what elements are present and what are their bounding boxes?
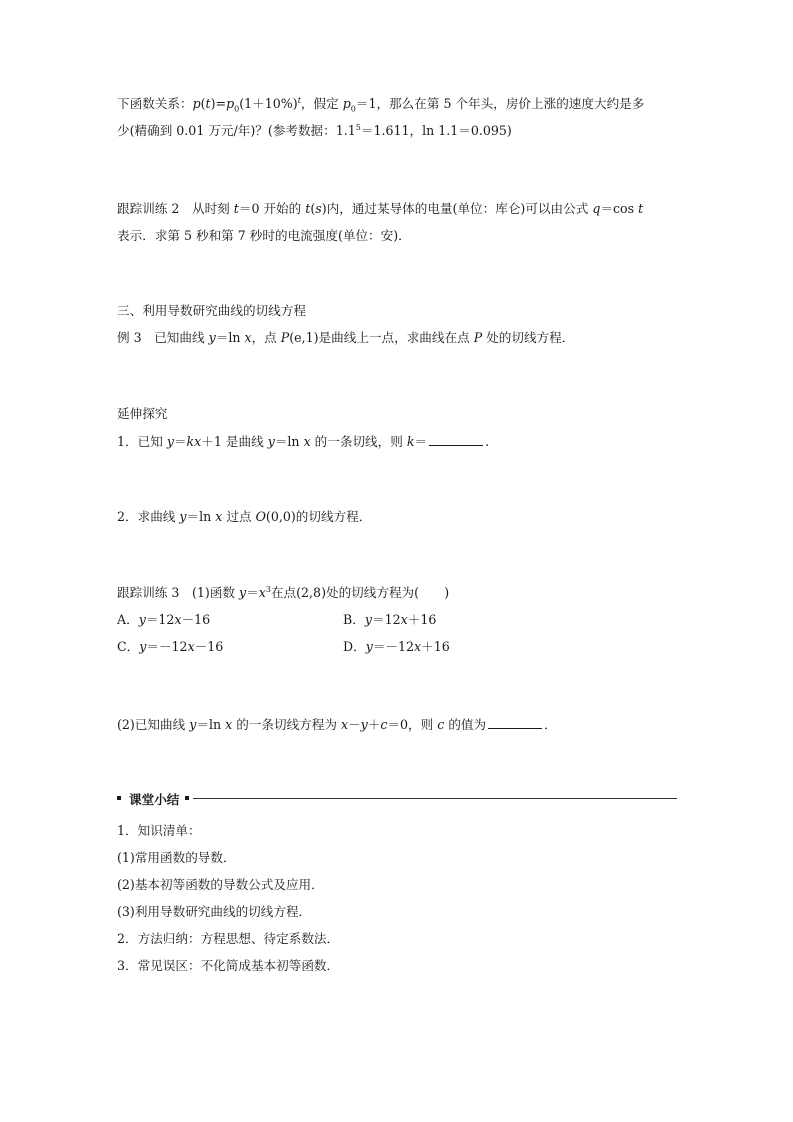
text: － xyxy=(348,717,361,732)
text: ＝12 xyxy=(371,612,401,627)
text: ． xyxy=(544,717,557,732)
var-t: t xyxy=(205,96,211,111)
var-k: k xyxy=(406,434,415,449)
text: ＋16 xyxy=(407,612,437,627)
text: . xyxy=(485,434,490,449)
var-t: t xyxy=(305,201,311,216)
track2-line2: 表示．求第 5 秒和第 7 秒时的电流强度(单位：安)． xyxy=(117,228,411,243)
text: ＋16 xyxy=(421,639,450,654)
text: 的值为 xyxy=(444,717,487,732)
var-y: y xyxy=(179,509,187,524)
text: (0,0)的切线方程． xyxy=(265,509,372,524)
option-b[interactable] xyxy=(343,612,436,628)
text: 的一条切线方程为 xyxy=(232,717,341,732)
track3-part2 xyxy=(117,716,557,733)
square-bullet-icon xyxy=(185,796,189,800)
option-c[interactable] xyxy=(117,639,223,655)
summary-item: 3．常见误区：不化简成基本初等函数． xyxy=(117,958,340,973)
text: ＝ln xyxy=(215,330,245,345)
superscript: t xyxy=(297,95,301,105)
var-t: t xyxy=(638,201,644,216)
var-x: x xyxy=(400,612,408,627)
text: 2．求曲线 xyxy=(117,509,180,524)
text: 在点(2,8)处的切线方程为( ) xyxy=(270,585,450,600)
example-3 xyxy=(117,330,574,346)
text: = xyxy=(215,96,227,111)
superscript: 5 xyxy=(355,122,361,132)
var-y: y xyxy=(138,612,146,627)
summary-item: 1．知识清单： xyxy=(117,823,201,838)
option-label: A． xyxy=(117,612,139,627)
var-y: y xyxy=(166,434,174,449)
text: ＝0，则 xyxy=(387,717,438,732)
var-p: p xyxy=(192,96,201,111)
text: 跟踪训练 2 从时刻 xyxy=(117,201,234,216)
var-y: y xyxy=(208,330,216,345)
option-d[interactable] xyxy=(343,639,450,655)
var-y: y xyxy=(239,585,247,600)
text: ＝ln xyxy=(196,717,226,732)
summary-item: (2)基本初等函数的导数公式及应用． xyxy=(117,877,324,892)
var-x: x xyxy=(340,717,349,732)
text: (e,1)是曲线上一点，求曲线在点 xyxy=(289,330,474,345)
text: 1．已知 xyxy=(117,434,167,449)
text: ＝ xyxy=(173,434,187,449)
text: ＝ln xyxy=(186,509,216,524)
text: ＋ xyxy=(367,717,381,732)
extension-heading: 延伸探究 xyxy=(117,406,168,421)
text: ，假定 xyxy=(300,96,343,111)
var-p0: p xyxy=(226,96,235,111)
answer-blank[interactable] xyxy=(488,716,542,729)
var-P: P xyxy=(473,330,483,345)
text: ＋1 是曲线 xyxy=(201,434,268,449)
text: ＝－12 xyxy=(146,639,188,654)
var-k: k xyxy=(186,434,195,449)
summary-item: (1)常用函数的导数． xyxy=(117,850,236,865)
text: ( xyxy=(310,201,316,216)
var-O: O xyxy=(255,509,266,524)
text: ＝1，那么在第 5 个年头，房价上涨的速度大约是多 xyxy=(355,96,645,111)
text: －16 xyxy=(194,639,224,654)
option-label: B． xyxy=(343,612,365,627)
var-x: x xyxy=(194,434,202,449)
summary-title: 课堂小结 xyxy=(129,791,180,807)
summary-item: 2．方法归纳：方程思想、待定系数法． xyxy=(117,931,340,946)
var-y: y xyxy=(189,717,197,732)
var-y: y xyxy=(360,717,368,732)
var-y: y xyxy=(365,639,373,654)
para1-line2 xyxy=(117,123,512,139)
var-x: x xyxy=(244,330,252,345)
text: 的一条切线，则 xyxy=(310,434,407,449)
option-a[interactable] xyxy=(117,612,210,628)
track2-line1 xyxy=(117,201,643,217)
text: (2)已知曲线 xyxy=(117,717,190,732)
track3-line1 xyxy=(117,585,449,601)
subscript: 0 xyxy=(234,104,240,114)
text: ＝12 xyxy=(145,612,175,627)
var-x: x xyxy=(414,639,422,654)
text: (1＋10%) xyxy=(239,96,298,111)
text: )内，通过某导体的电量(单位：库仑)可以由公式 xyxy=(321,201,593,216)
text: 过点 xyxy=(222,509,256,524)
text: 处的切线方程． xyxy=(482,330,575,345)
subscript: 0 xyxy=(350,104,356,114)
var-y: y xyxy=(267,434,275,449)
answer-blank[interactable] xyxy=(429,433,483,446)
text: ，点 xyxy=(251,330,281,345)
var-c: c xyxy=(437,717,445,732)
text: ＝0 开始的 xyxy=(238,201,306,216)
var-q: q xyxy=(592,201,601,216)
var-x: x xyxy=(258,585,266,600)
summary-header xyxy=(117,790,677,806)
divider xyxy=(193,798,677,799)
var-y: y xyxy=(364,612,372,627)
var-x: x xyxy=(303,434,311,449)
var-x: x xyxy=(225,717,233,732)
superscript: 3 xyxy=(265,584,271,594)
var-x: x xyxy=(187,639,195,654)
var-s: s xyxy=(315,201,322,216)
var-P: P xyxy=(280,330,290,345)
option-label: C． xyxy=(117,639,140,654)
extension-q2 xyxy=(117,509,371,525)
var-x: x xyxy=(174,612,182,627)
var-t: t xyxy=(233,201,239,216)
extension-q1 xyxy=(117,433,489,450)
section-heading: 三、利用导数研究曲线的切线方程 xyxy=(117,303,306,318)
para1-line1: 下函数关系：$p(t)=p_0(1+10\%)^t$，假定 $p_0=1$，那么在第 5 个年头，房价上涨的速度大约是多 xyxy=(117,95,645,114)
text: ＝cos xyxy=(600,201,639,216)
text: ＝ln xyxy=(274,434,304,449)
var-p0: p xyxy=(342,96,351,111)
text: 例 3 已知曲线 xyxy=(117,330,209,345)
var-y: y xyxy=(139,639,147,654)
summary-item: (3)利用导数研究曲线的切线方程． xyxy=(117,904,312,919)
text: ＝－12 xyxy=(372,639,415,654)
text: ＝ xyxy=(246,585,259,600)
text: 跟踪训练 3 (1)函数 xyxy=(117,585,240,600)
text: ＝1.611，ln 1.1＝0.095) xyxy=(360,123,512,138)
option-label: D． xyxy=(343,639,366,654)
text: 少(精确到 0.01 万元/年)？(参考数据：1.1 xyxy=(117,123,356,138)
text: 下函数关系： xyxy=(117,96,193,111)
square-bullet-icon xyxy=(117,796,121,800)
text: －16 xyxy=(181,612,211,627)
text: ＝ xyxy=(414,434,428,449)
var-x: x xyxy=(215,509,223,524)
var-c: c xyxy=(380,717,388,732)
